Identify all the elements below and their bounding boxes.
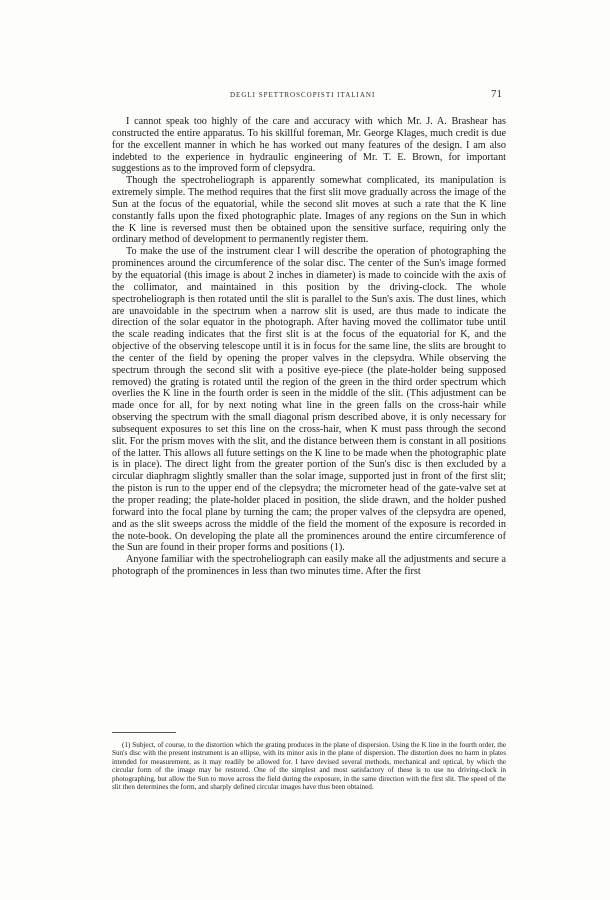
page-header <box>110 88 506 104</box>
paragraph: I cannot speak too highly of the care and accuracy with which Mr. J. A. Brashear has constructed the entire apparatus. To his skillful foreman, Mr. George Klages, much credit is due for the excellent manner in which he has worked out many features of the design. I am also indebted to the experience in hydraulic engineering of Mr. T. E. Brown, for important suggestions as to the improved form of clepsydra. <box>112 116 506 175</box>
paragraph: To make the use of the instrument clear I will describe the operation of photographing the prominences around the circumference of the solar disc. The center of the Sun's image formed by the equatorial (this image is about 2 inches in diameter) is made to coincide with the axis of the collimator, and maintained in this position by the driving-clock. The whole spectroheliograph is then rotated until the slit is parallel to the Sun's axis. The dust lines, which are unavoidable in the spectrum when a narrow slit is used, are thus made to indicate the direction of the solar equator in the photograph. After having moved the collimator tube until the scale reading indicates that the first slit is at the focus of the equatorial for K, and the objective of the observing telescope until it is in focus for the same line, the slits are brought to the center of the field by opening the proper valves in the clepsydra. While observing the spectrum through the second slit with a positive eye-piece (the plate-holder being supposed removed) the grating is rotated until the region of the green in the third order spectrum which overlies the K line in the fourth order is seen in the middle of the slit. (This adjustment can be made once for all, for by next noting what line in the green falls on the cross-hair while observing the spectrum with the small diagonal prism described above, it is only necessary for subsequent exposures to set this line on the cross-hair, when K must pass through the second slit. For the prism moves with the slit, and the distance between them is constant in all positions of the latter. This allows all future settings on the K line to be made when the photographic plate is in place). The direct light from the greater portion of the Sun's disc is then excluded by a circular diaphragm slightly smaller than the solar image, supported just in front of the first slit; the piston is run to the upper end of the clepsydra; the micrometer head of the gate-valve set at the proper reading; the plate-holder placed in position, the slide drawn, and the holder pushed forward into the focal plane by turning the cam; the proper valves of the clepsydra are opened, and as the slit sweeps across the middle of the field the moment of the exposure is recorded in the note-book. On developing the plate all the prominences around the entire circumference of the Sun are found in their proper forms and positions (1). <box>112 246 506 554</box>
running-title: DEGLI SPETTROSCOPISTI ITALIANI <box>230 91 376 99</box>
footnote-text: (1) Subject, of course, to the distortion which the grating produces in the plane of dispersion. Using the K line in the fourth order, the Sun's disc with the present instrument is an ellipse, with its minor axis in the plane of dispersion. The distortion does no harm in plates intended for measurement, as it may readily be allowed for. I have devised several methods, mechanical and optical, by which the circular form of the image may be restored. One of the simplest and most satisfactory of these is to use no driving-clock in photographing, but allow the Sun to move across the field during the exposure, in the same direction with the first slit. The speed of the slit then determines the form, and sharply defined circular images have thus been obtained. <box>112 741 506 792</box>
page-number: 71 <box>491 88 502 100</box>
paragraph: Anyone familiar with the spectroheliograph can easily make all the adjustments and secure a photograph of the prominences in less than two minutes time. After the first <box>112 554 506 578</box>
footnote-divider <box>112 732 176 733</box>
body-text <box>112 116 506 578</box>
paragraph: Though the spectroheliograph is apparently somewhat complicated, its manipulation is extremely simple. The method requires that the first slit move gradually across the image of the Sun at the focus of the equatorial, while the second slit moves at such a rate that the K line constantly falls upon the fixed photographic plate. Images of any regions on the Sun in which the K line is reversed must then be obtained upon the sensitive surface, requiring only the ordinary method of development to permanently register them. <box>112 175 506 246</box>
footnote <box>112 741 506 791</box>
